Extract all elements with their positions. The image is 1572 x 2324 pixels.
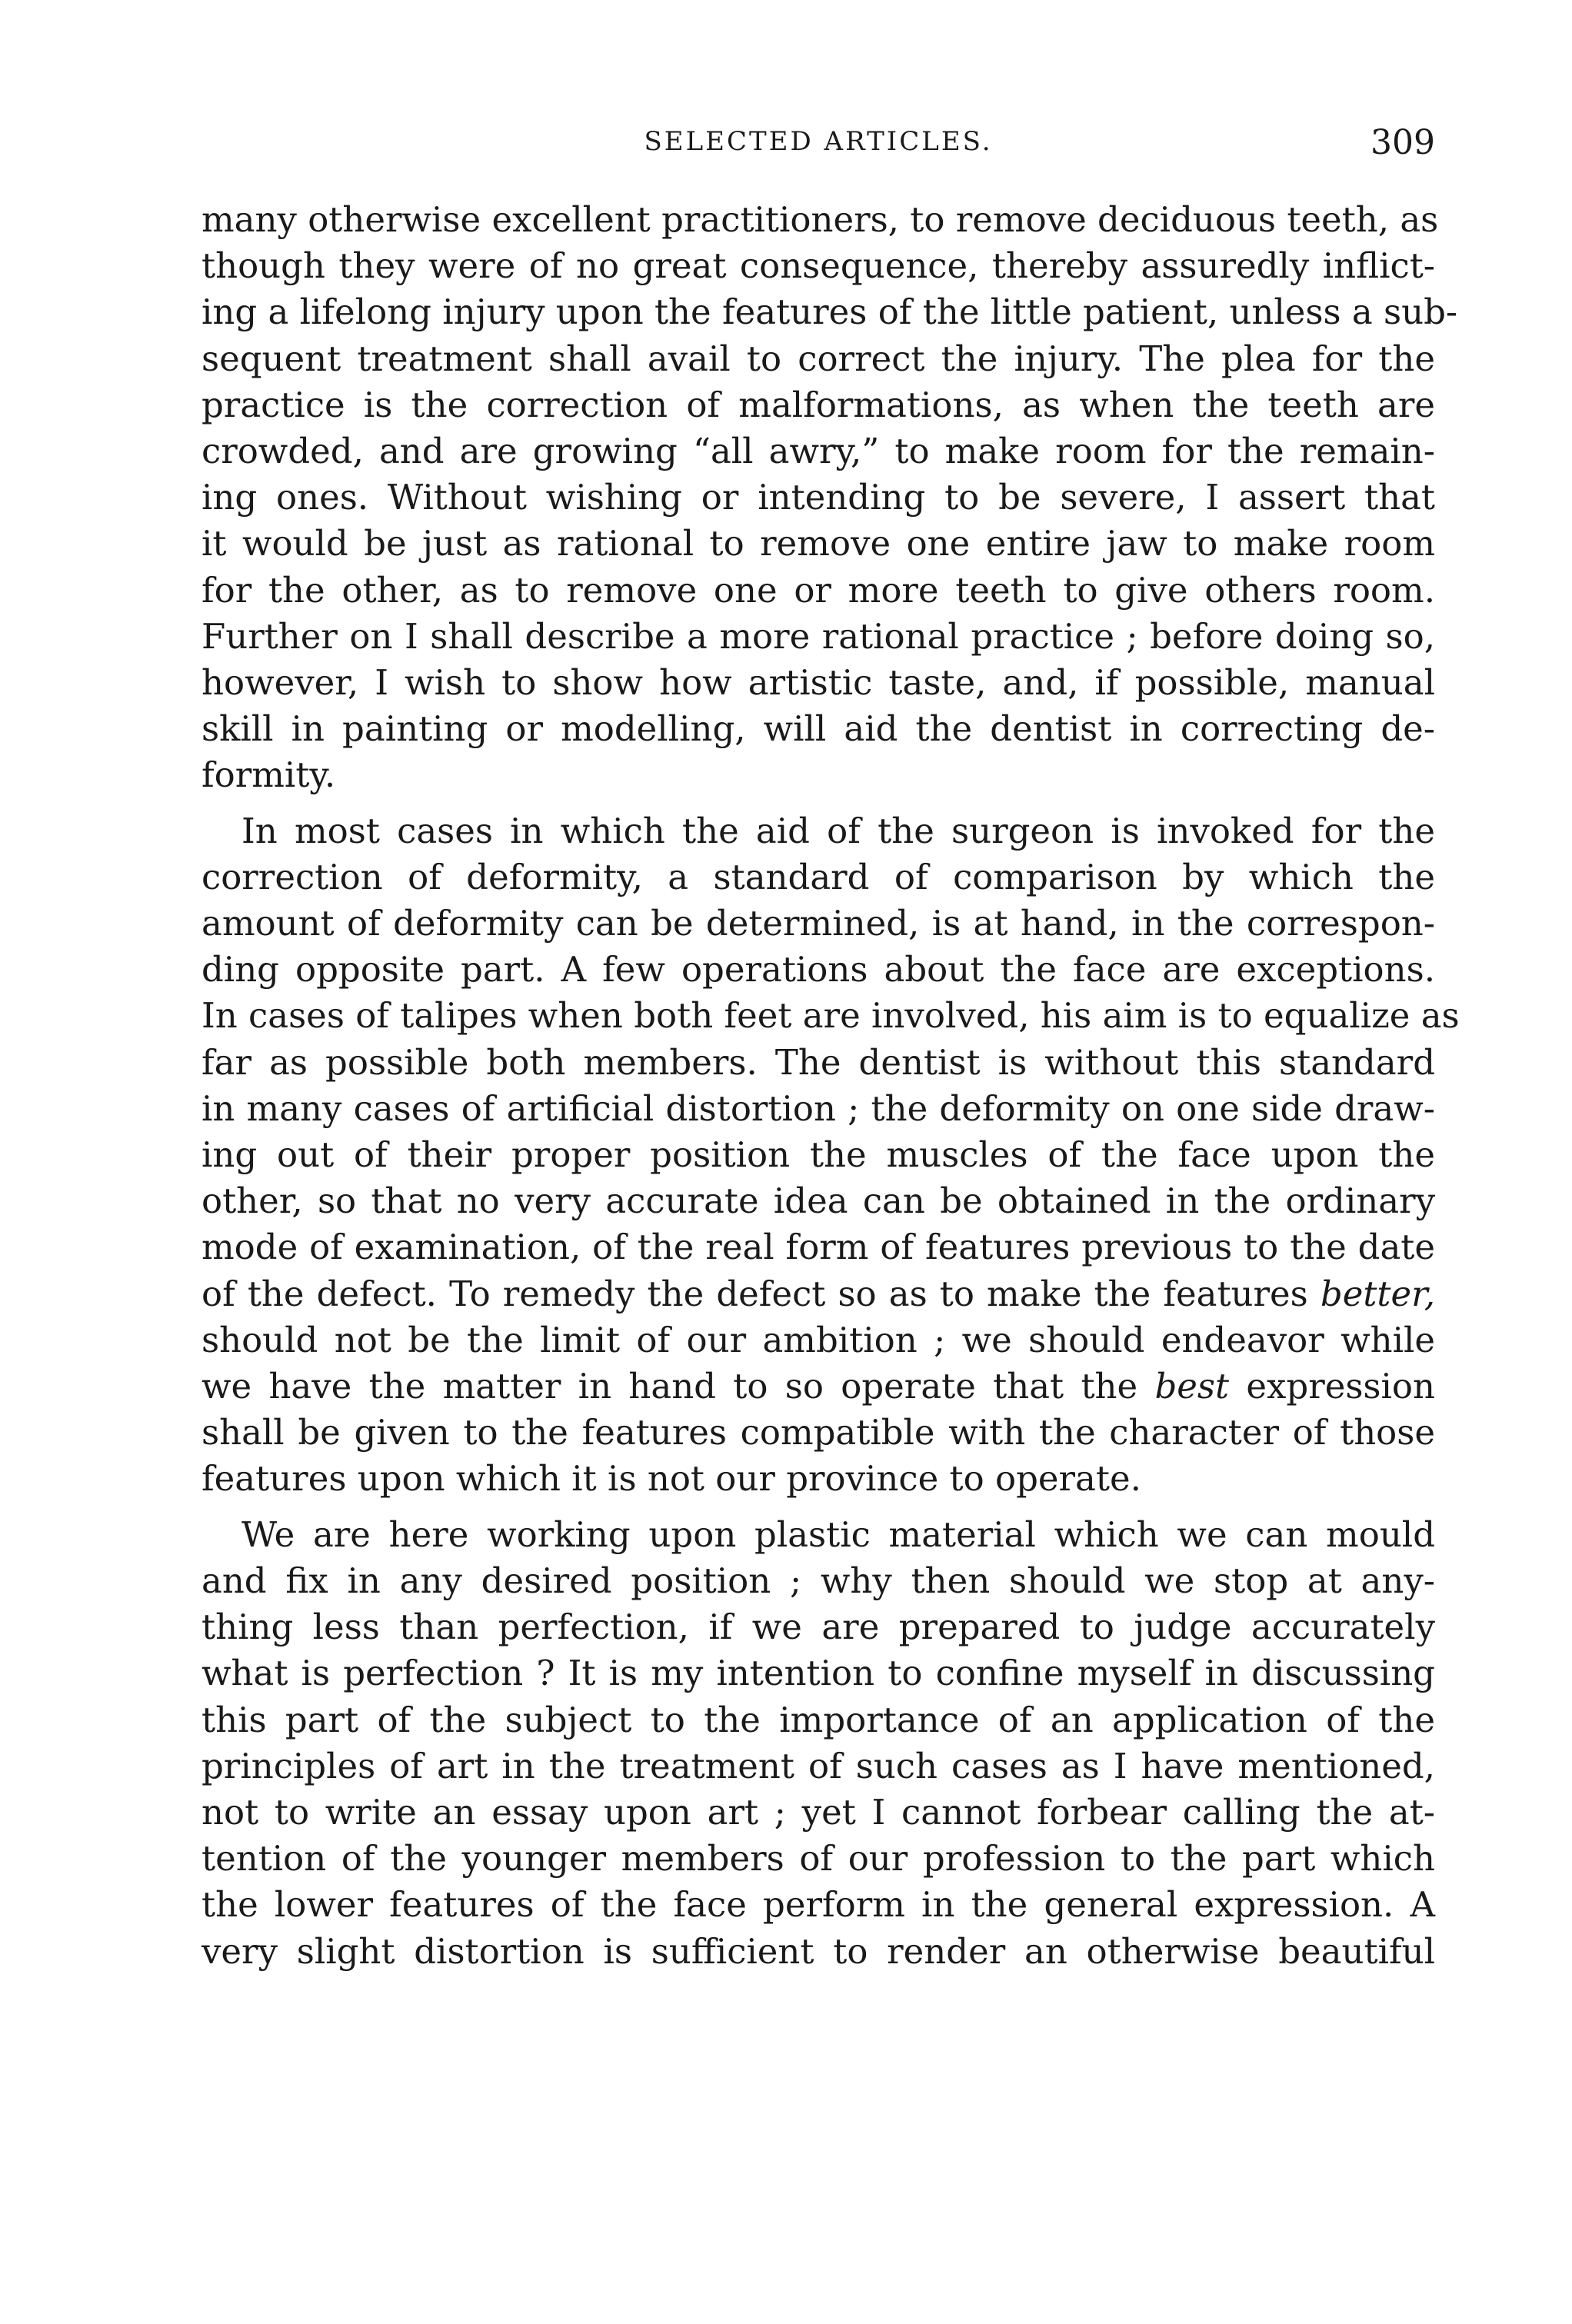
- text-line: sequent treatment shall avail to correct the injury. The plea for the: [201, 338, 1435, 379]
- text-line: thing less than perfection, if we are prepared to judge accurately: [201, 1606, 1435, 1648]
- text-segment: expression: [1229, 1366, 1435, 1407]
- text-line: skill in painting or modelling, will aid the dentist in correcting de-: [201, 708, 1435, 750]
- text-line: shall be given to the features compatible with the character of those: [201, 1412, 1435, 1453]
- running-head: [201, 123, 1435, 169]
- text-line: in many cases of artificial distortion ; the deformity on one side draw-: [201, 1087, 1435, 1129]
- running-title: SELECTED ARTICLES.: [644, 126, 993, 157]
- paragraph-1: [201, 197, 1458, 799]
- text-line: ing a lifelong injury upon the features of the little patient, unless a sub-: [201, 291, 1458, 333]
- text-line: this part of the subject to the importance of an application of the: [201, 1699, 1435, 1740]
- text-segment: we have the matter in hand to so operate that the: [201, 1366, 1138, 1407]
- text-line: it would be just as rational to remove one entire jaw to make room: [201, 523, 1435, 564]
- text-line: however, I wish to show how artistic taste, and, if possible, manual: [201, 662, 1435, 704]
- paragraph-3: [201, 1512, 1435, 1975]
- text-line: In cases of talipes when both feet are involved, his aim is to equalize as: [201, 995, 1460, 1037]
- text-line: very slight distortion is sufficient to render an otherwise beautiful: [201, 1930, 1435, 1972]
- text-line: We are here working upon plastic material which we can mould: [241, 1513, 1435, 1555]
- text-line: features upon which it is not our province to operate.: [201, 1458, 1141, 1500]
- page-number: 309: [1371, 123, 1435, 162]
- text-line: ding opposite part. A few operations about the face are exceptions.: [201, 949, 1435, 991]
- text-line: and fix in any desired position ; why then should we stop at any-: [201, 1560, 1435, 1601]
- text-line: not to write an essay upon art ; yet I cannot forbear calling the at-: [201, 1791, 1435, 1833]
- text-line: though they were of no great consequence, thereby assuredly inflict-: [201, 245, 1435, 287]
- text-line: the lower features of the face perform in the general expression. A: [201, 1884, 1435, 1926]
- text-segment: of the defect. To remedy the defect so as to make the features: [201, 1273, 1308, 1314]
- text-line: ing out of their proper position the muscles of the face upon the: [201, 1134, 1435, 1176]
- text-line: for the other, as to remove one or more teeth to give others room.: [201, 569, 1435, 611]
- text-line: practice is the correction of malformations, as when the teeth are: [201, 384, 1435, 425]
- text-line: amount of deformity can be determined, is at hand, in the correspon-: [201, 903, 1435, 944]
- text-line: correction of deformity, a standard of comparison by which the: [201, 856, 1435, 897]
- body-text: [201, 197, 1460, 1975]
- text-line-mixed: [201, 1363, 1435, 1410]
- text-line: ing ones. Without wishing or intending to be severe, I assert that: [201, 477, 1435, 518]
- text-line: should not be the limit of our ambition ; we should endeavor while: [201, 1319, 1435, 1360]
- italic-word: better,: [1320, 1273, 1435, 1314]
- text-line: crowded, and are growing “all awry,” to make room for the remain-: [201, 431, 1435, 472]
- italic-word: best: [1154, 1366, 1230, 1407]
- text-line: what is perfection ? It is my intention to confine myself in discussing: [201, 1653, 1435, 1694]
- paragraph-2: [201, 808, 1460, 1503]
- text-line: formity.: [201, 754, 336, 796]
- text-line: Further on I shall describe a more rational practice ; before doing so,: [201, 615, 1435, 657]
- text-line: tention of the younger members of our profession to the part which: [201, 1838, 1435, 1880]
- text-line-mixed: [201, 1271, 1435, 1317]
- text-line: other, so that no very accurate idea can be obtained in the ordinary: [201, 1180, 1435, 1222]
- text-line: In most cases in which the aid of the surgeon is invoked for the: [241, 810, 1435, 851]
- text-line: principles of art in the treatment of such cases as I have mentioned,: [201, 1745, 1435, 1786]
- text-line: far as possible both members. The dentist is without this standard: [201, 1041, 1435, 1083]
- text-line: many otherwise excellent practitioners, to remove deciduous teeth, as: [201, 199, 1439, 240]
- text-line: mode of examination, of the real form of features previous to the date: [201, 1227, 1435, 1268]
